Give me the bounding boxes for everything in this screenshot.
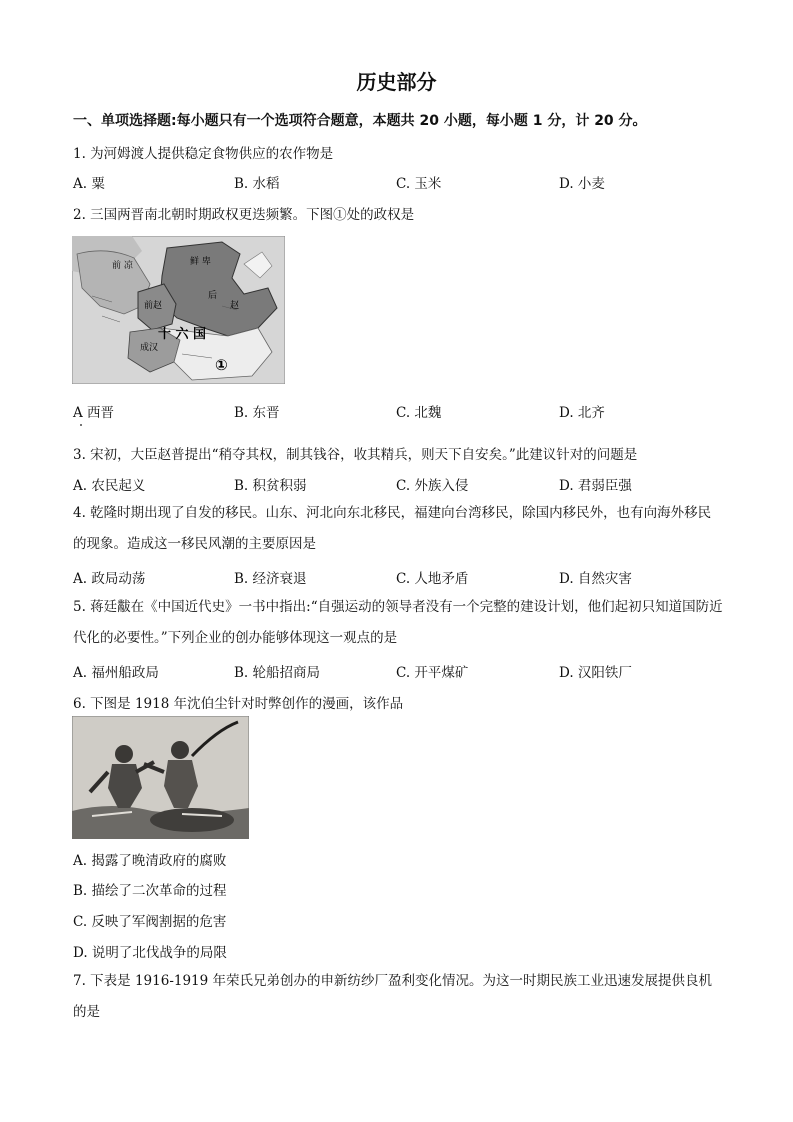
- q4-option-a: A. 政局动荡: [73, 571, 146, 587]
- question-7-stem: 7. 下表是 1916-1919 年荣氏兄弟创办的申新纺纱厂盈利变化情况。为这一时期民族工业迅速发展提供良机的是: [73, 973, 713, 1020]
- q4-option-c: C. 人地矛盾: [396, 571, 469, 587]
- question-5-stem: 5. 蒋廷黻在《中国近代史》一书中指出:“自强运动的领导者没有一个完整的建设计划，他们起初只知道国防近代化的必要性。”下列企业的创办能够体现这一观点的是: [73, 599, 723, 646]
- q6-option-c: C. 反映了军阀割据的危害: [73, 914, 227, 930]
- map-label-houzhao-2: 赵: [230, 301, 240, 311]
- section-heading: 一、单项选择题:每小题只有一个选项符合题意，本题共 20 小题，每小题 1 分，计 20 分。: [73, 113, 647, 129]
- q5-option-c: C. 开平煤矿: [396, 665, 469, 681]
- q3-option-a: A. 农民起义: [73, 478, 146, 494]
- q1-option-b: B. 水稻: [234, 176, 280, 192]
- map-label-shiliuguo: 十 六 国: [158, 327, 207, 342]
- question-2-options: [73, 401, 723, 421]
- q1-option-d: D. 小麦: [559, 176, 605, 192]
- question-5-options: [73, 661, 723, 681]
- q6-option-d: D. 说明了北伐战争的局限: [73, 945, 227, 961]
- question-4-options: [73, 567, 723, 587]
- cartoon-left-head: [115, 745, 133, 763]
- q5-option-b: B. 轮船招商局: [234, 665, 321, 681]
- q5-option-d: D. 汉阳铁厂: [559, 665, 632, 681]
- q6-option-b: B. 描绘了二次革命的过程: [73, 883, 227, 899]
- question-4-stem: 4. 乾隆时期出现了自发的移民。山东、河北向东北移民，福建向台湾移民，除国内移民外，也有向海外移民的现象。造成这一移民风潮的主要原因是: [73, 505, 712, 552]
- q3-option-d: D. 君弱臣强: [559, 478, 632, 494]
- question-3-options: [73, 474, 723, 494]
- map-label-houzhao-1: 后: [208, 291, 218, 301]
- question-1-stem: 1. 为河姆渡人提供稳定食物供应的农作物是: [73, 146, 334, 162]
- question-1-options: [73, 172, 723, 192]
- map-label-qianzhao: 前赵: [144, 301, 163, 311]
- q3-option-c: C. 外族入侵: [396, 478, 469, 494]
- q6-option-a: A. 揭露了晚清政府的腐败: [73, 853, 227, 869]
- cartoon-1918: [72, 716, 249, 839]
- q5-option-a: A. 福州船政局: [73, 665, 159, 681]
- q3-option-b: B. 积贫积弱: [234, 478, 307, 494]
- q2-option-b: B. 东晋: [234, 405, 280, 421]
- map-label-xianbei: 鲜 卑: [190, 257, 211, 267]
- sixteen-kingdoms-map: [72, 236, 285, 384]
- q2-option-c: C. 北魏: [396, 405, 442, 421]
- map-label-chenghan: 成汉: [140, 343, 159, 353]
- question-2-stem: 2. 三国两晋南北朝时期政权更迭频繁。下图①处的政权是: [73, 207, 415, 223]
- question-6-stem: 6. 下图是 1918 年沈伯尘针对时弊创作的漫画，该作品: [73, 696, 404, 712]
- question-3-stem: 3. 宋初，大臣赵普提出“稍夺其权，制其钱谷，收其精兵，则天下自安矣。”此建议针对的问题是: [73, 447, 638, 463]
- q1-option-a: A. 粟: [73, 176, 105, 192]
- page-title: 历史部分: [356, 70, 437, 94]
- q4-option-d: D. 自然灾害: [559, 571, 632, 587]
- q2-option-a: A 西晋: [73, 405, 115, 421]
- map-label-qianliang: 前 凉: [112, 261, 133, 271]
- q2-option-d: D. 北齐: [559, 405, 605, 421]
- map-marker-1: ①: [215, 356, 228, 374]
- scan-speck: [80, 424, 82, 426]
- cartoon-prostrate-figure: [150, 808, 234, 832]
- q1-option-c: C. 玉米: [396, 176, 442, 192]
- q4-option-b: B. 经济衰退: [234, 571, 307, 587]
- cartoon-right-head: [171, 741, 189, 759]
